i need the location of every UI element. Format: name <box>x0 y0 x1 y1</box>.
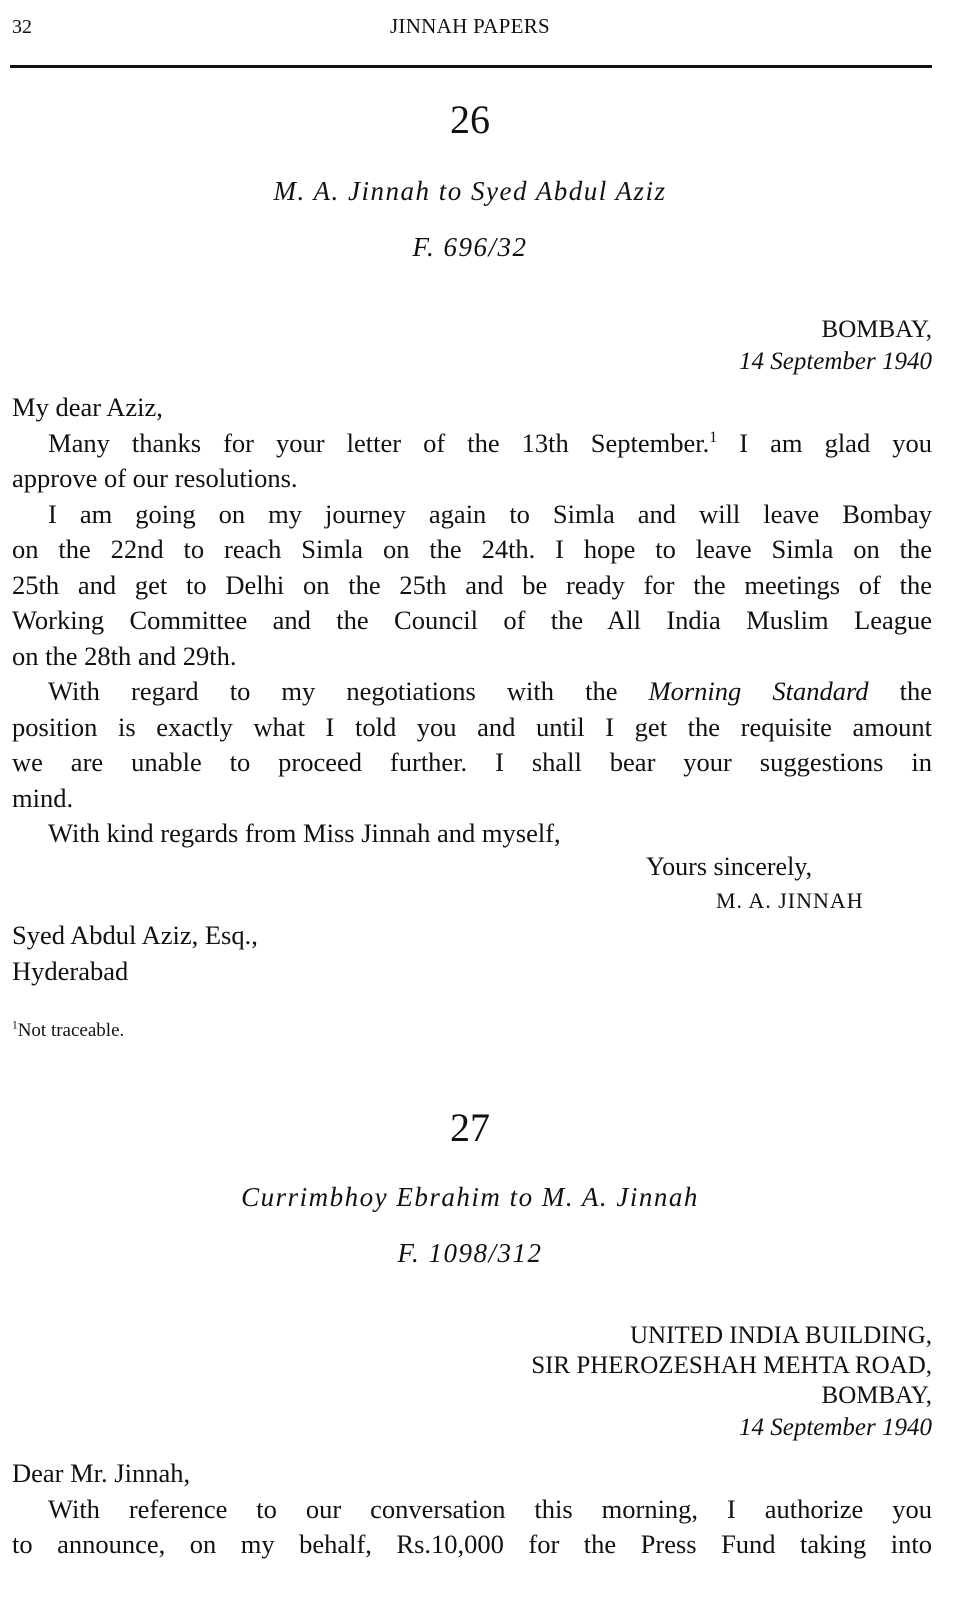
address-line: BOMBAY, <box>821 1382 932 1409</box>
paragraph-line: to announce, on my behalf, Rs.10,000 for the Press Fund taking into <box>12 1529 932 1559</box>
paragraph-line: 25th and get to Delhi on the 25th and be ready for the meetings of the <box>12 569 932 600</box>
text-run: the <box>868 676 932 706</box>
paragraph-line: approve of our resolutions. <box>12 463 298 493</box>
paragraph-line: With reference to our conversation this morning, I authorize you <box>48 1493 932 1524</box>
address-line: SIR PHEROZESHAH MEHTA ROAD, <box>531 1352 932 1379</box>
letter-body <box>12 1456 932 1563</box>
paragraph-line: we are unable to proceed further. I shall bear your suggestions in <box>12 747 932 777</box>
footnote <box>12 1020 124 1042</box>
footnote-reference: 1 <box>709 428 718 446</box>
letter-date: 14 September 1940 <box>738 1414 932 1441</box>
paragraph-line: position is exactly what I told you and until I get the requisite amount <box>12 711 932 742</box>
paragraph-line <box>12 426 932 462</box>
addressee-place: Hyderabad <box>12 956 129 986</box>
paragraph-line: mind. <box>12 782 74 813</box>
paragraph-line <box>12 674 932 710</box>
closing: Yours sincerely, <box>646 852 813 881</box>
footnote-mark: 1 <box>12 1019 18 1032</box>
header-rule <box>10 65 932 68</box>
salutation: My dear Aziz, <box>12 392 163 422</box>
text-run: Many thanks for your letter of the 13th September. <box>48 427 710 458</box>
letter-body <box>12 390 932 852</box>
newspaper-title: Morning Standard <box>648 676 869 706</box>
paragraph-line: on the 22nd to reach Simla on the 24th. I hope to leave Simla on the <box>12 534 932 564</box>
running-header-title: JINNAH PAPERS <box>389 14 551 38</box>
paragraph-line: Working Committee and the Council of the All India Muslim League <box>12 605 932 635</box>
document-title: M. A. Jinnah to Syed Abdul Aziz <box>273 176 667 206</box>
signature: M. A. JINNAH <box>716 888 864 913</box>
page-number: 32 <box>12 16 32 38</box>
address-line: UNITED INDIA BUILDING, <box>629 1322 932 1349</box>
file-reference: F. 696/32 <box>412 232 528 262</box>
letter-place: BOMBAY, <box>821 316 932 343</box>
document-number: 26 <box>450 97 490 142</box>
salutation: Dear Mr. Jinnah, <box>12 1458 191 1488</box>
text-run: With regard to my negotiations with the <box>48 676 649 706</box>
letter-date: 14 September 1940 <box>738 348 932 375</box>
document-number: 27 <box>450 1105 490 1150</box>
text-run: I am glad you <box>717 427 932 458</box>
paragraph-line: on the 28th and 29th. <box>12 640 237 671</box>
paragraph-line: With kind regards from Miss Jinnah and myself, <box>48 818 561 848</box>
document-title: Currimbhoy Ebrahim to M. A. Jinnah <box>241 1182 699 1212</box>
paragraph-line: I am going on my journey again to Simla and will leave Bombay <box>48 498 932 529</box>
file-reference: F. 1098/312 <box>397 1238 543 1268</box>
addressee-name: Syed Abdul Aziz, Esq., <box>12 920 258 950</box>
footnote-text: Not traceable. <box>17 1020 125 1041</box>
